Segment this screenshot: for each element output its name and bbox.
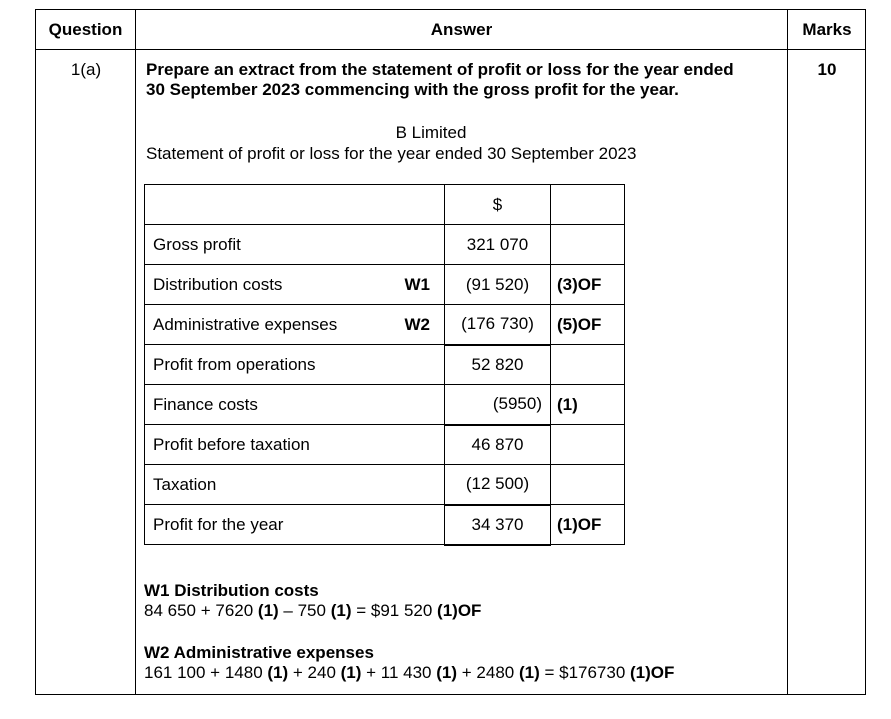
- currency-header: $: [445, 185, 551, 225]
- table-row: [145, 465, 625, 505]
- row-mark: [551, 465, 625, 505]
- column-divider: [787, 10, 788, 694]
- header-divider: [36, 49, 865, 50]
- label-cell: [145, 185, 445, 225]
- calc-mark: (1): [257, 601, 279, 620]
- row-amount: (12 500): [445, 465, 551, 505]
- row-label: [145, 345, 445, 385]
- prompt-line: 30 September 2023 commencing with the gross profit for the year.: [146, 80, 679, 99]
- calc-text: = $176730: [539, 663, 631, 682]
- row-mark: [551, 425, 625, 465]
- table-row: [145, 185, 625, 225]
- row-amount: (5950): [445, 385, 551, 425]
- calc-text: 84 650 + 7620: [144, 601, 258, 620]
- calc-mark: (1): [518, 663, 540, 682]
- calc-text: + 240: [288, 663, 341, 682]
- calc-mark: (1)OF: [630, 663, 675, 682]
- row-label-text: Profit from operations: [153, 354, 316, 374]
- table-row: [145, 345, 625, 385]
- calc-text: = $91 520: [351, 601, 438, 620]
- row-label-text: Profit before taxation: [153, 434, 310, 454]
- row-label: [145, 425, 445, 465]
- marks-value: 10: [817, 60, 837, 79]
- row-label-text: Profit for the year: [153, 514, 284, 534]
- working-ref: W1: [404, 274, 430, 294]
- row-label: [145, 465, 445, 505]
- table-row: [145, 505, 625, 545]
- header-marks: Marks: [802, 20, 852, 39]
- statement-title: Statement of profit or loss for the year ended 30 September 2023: [146, 144, 637, 163]
- table-row: [145, 225, 625, 265]
- header-question: Question: [48, 20, 123, 39]
- row-amount: (91 520): [445, 265, 551, 305]
- row-label: [145, 385, 445, 425]
- row-label: [145, 265, 445, 305]
- calc-mark: (1): [340, 663, 362, 682]
- calc-text: + 11 430: [361, 663, 437, 682]
- calc-text: + 2480: [457, 663, 519, 682]
- row-mark: (3)OF: [551, 265, 625, 305]
- mark-cell: [551, 185, 625, 225]
- calc-mark: (1)OF: [437, 601, 482, 620]
- question-prompt: [146, 60, 786, 100]
- column-divider: [135, 10, 136, 694]
- question-number: 1(a): [70, 60, 102, 79]
- header-answer: Answer: [430, 20, 493, 39]
- row-mark: (1)OF: [551, 505, 625, 545]
- calc-text: – 750: [278, 601, 331, 620]
- prompt-line: Prepare an extract from the statement of profit or loss for the year ended: [146, 60, 734, 79]
- working-calculation: [144, 601, 481, 621]
- working-heading: W2 Administrative expenses: [144, 643, 374, 662]
- calc-mark: (1): [267, 663, 289, 682]
- row-label-text: Distribution costs: [153, 274, 283, 294]
- row-label-text: Taxation: [153, 474, 217, 494]
- working-w2: [144, 643, 674, 683]
- row-label: [145, 225, 445, 265]
- row-mark: [551, 225, 625, 265]
- row-amount: 34 370: [445, 505, 551, 545]
- row-label-text: Administrative expenses: [153, 314, 338, 334]
- calc-text: 161 100 + 1480: [144, 663, 268, 682]
- table-row: [145, 385, 625, 425]
- row-mark: (1): [551, 385, 625, 425]
- working-ref: W2: [404, 314, 430, 334]
- row-amount: 321 070: [445, 225, 551, 265]
- working-calculation: [144, 663, 674, 683]
- row-mark: (5)OF: [551, 305, 625, 345]
- table-row: [145, 425, 625, 465]
- row-mark: [551, 345, 625, 385]
- row-label: [145, 505, 445, 545]
- company-name: B Limited: [395, 123, 467, 142]
- table-row: [145, 265, 625, 305]
- calc-mark: (1): [436, 663, 458, 682]
- profit-loss-statement: [144, 184, 625, 546]
- row-label-text: Gross profit: [153, 234, 241, 254]
- row-amount: 46 870: [445, 425, 551, 465]
- row-amount: (176 730): [445, 305, 551, 345]
- row-label-text: Finance costs: [153, 394, 258, 414]
- table-row: [145, 305, 625, 345]
- calc-mark: (1): [330, 601, 352, 620]
- working-heading: W1 Distribution costs: [144, 581, 319, 600]
- row-label: [145, 305, 445, 345]
- working-w1: [144, 581, 481, 621]
- row-amount: 52 820: [445, 345, 551, 385]
